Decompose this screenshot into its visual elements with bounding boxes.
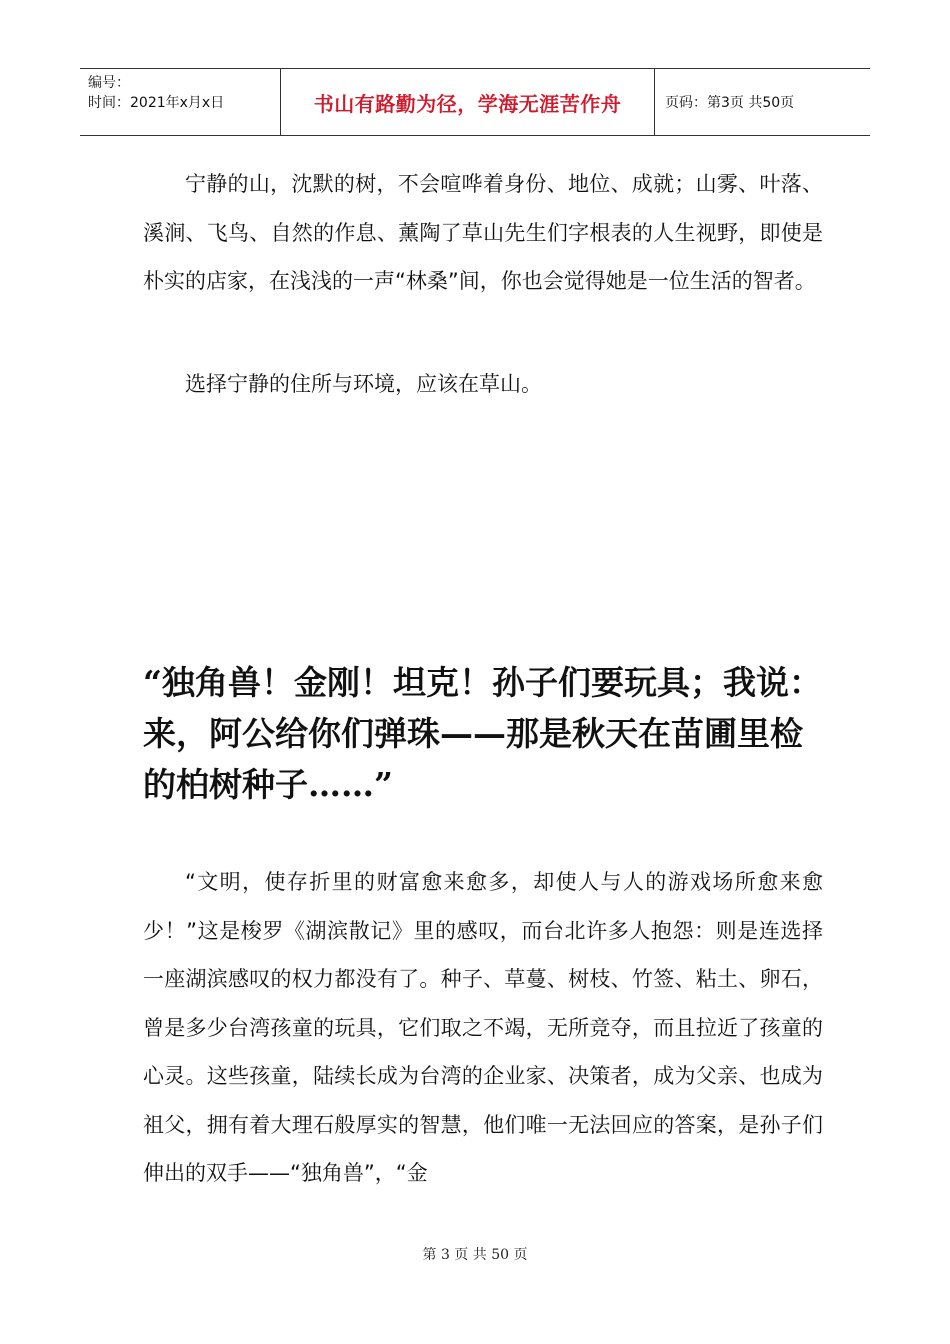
time-label: 时间：2021年x月x日 <box>88 95 225 111</box>
paragraph-2: 选择宁静的住所与环境，应该在草山。 <box>185 372 542 396</box>
header-page-cell <box>655 69 870 135</box>
header-table <box>80 68 870 136</box>
section-heading: “独角兽！金刚！坦克！孙子们要玩具；我说：来，阿公给你们弹珠——那是秋天在苗圃里检的柏树种子……” <box>143 663 822 804</box>
paragraph-1: 宁静的山，沈默的树，不会喧哗着身份、地位、成就；山雾、叶落、溪涧、飞鸟、自然的作息、薰陶了草山先生们字根表的人生视野，即使是朴实的店家，在浅浅的一声“林桑”间，你也会觉得她是一位生活的智者。 <box>143 172 823 293</box>
number-label: 编号： <box>88 75 130 91</box>
motto-text: 书山有路勤为径，学海无涯苦作舟 <box>313 91 622 116</box>
paragraph-3: “文明，使存折里的财富愈来愈多，却使人与人的游戏场所愈来愈少！”这是梭罗《湖滨散记》里的感叹，而台北许多人抱怨：则是连选择一座湖滨感叹的权力都没有了。种子、草蔓、树枝、竹签、粘土、卵石，曾是多少台湾孩童的玩具，它们取之不竭，无所竞夺，而且拉近了孩童的心灵。这些孩童，陆续长成为台湾的企业家、决策者，成为父亲、也成为祖父，拥有着大理石般厚实的智慧，他们唯一无法回应的答案，是孙子们伸出的双手——“独角兽”，“金 <box>143 870 823 1185</box>
header-meta-cell <box>80 69 281 135</box>
page-footer: 第 3 页 共 50 页 <box>422 1247 528 1263</box>
header-motto-cell <box>281 69 655 135</box>
page-info: 页码：第3页 共50页 <box>665 95 795 111</box>
